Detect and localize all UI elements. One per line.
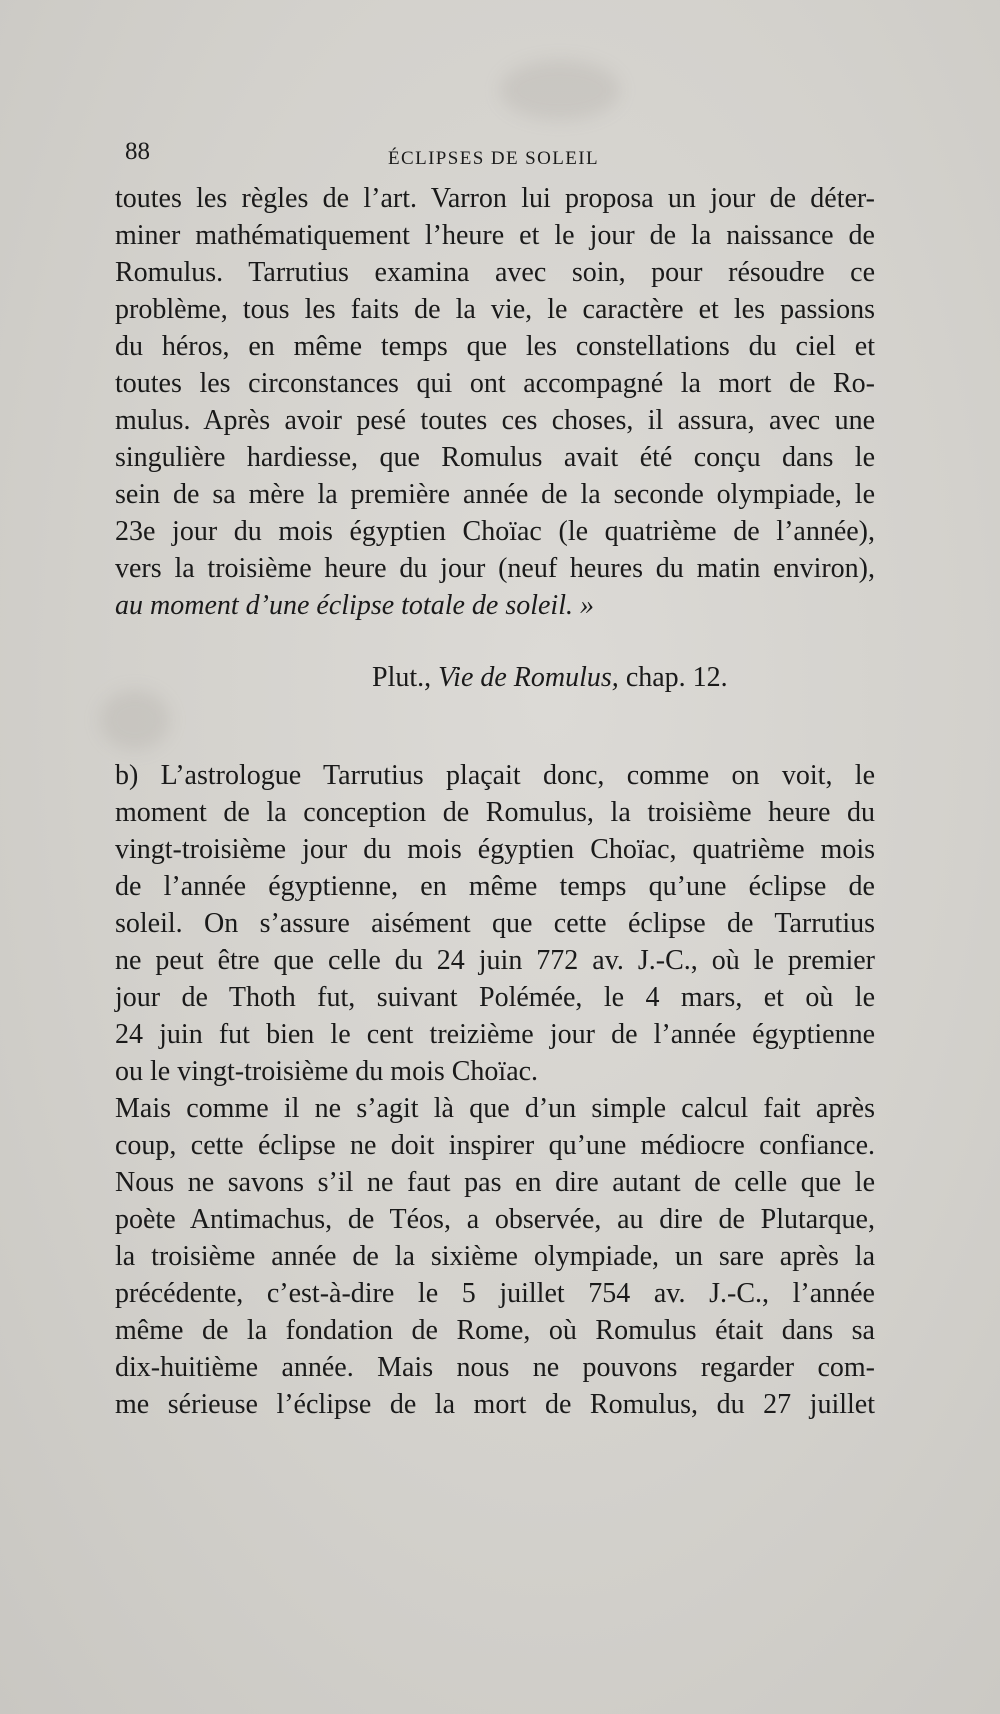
paper-stain [100, 690, 170, 750]
text-line: jour de Thoth fut, suivant Polémée, le 4 mars, et où le [115, 982, 875, 1013]
citation-title: Vie de Romulus, [438, 662, 619, 693]
text-line: 24 juin fut bien le cent treizième jour de l’année égyptienne [115, 1019, 875, 1050]
text-line: poète Antimachus, de Téos, a observée, au dire de Plutarque, [115, 1204, 875, 1235]
text-line: miner mathématiquement l’heure et le jour de la naissance de [115, 220, 875, 251]
paragraph-3 [115, 1090, 875, 1423]
text-line: 23e jour du mois égyptien Choïac (le quatrième de l’année), [115, 516, 875, 547]
text-line: Romulus. Tarrutius examina avec soin, pour résoudre ce [115, 257, 875, 288]
text-line: sein de sa mère la première année de la seconde olympiade, le [115, 479, 875, 510]
text-line: mulus. Après avoir pesé toutes ces choses, il assura, avec une [115, 405, 875, 436]
paragraph-1 [115, 180, 875, 624]
text-line: vers la troisième heure du jour (neuf heures du matin environ), [115, 553, 875, 584]
text-line: au moment d’une éclipse totale de soleil. » [115, 590, 594, 621]
text-line: toutes les règles de l’art. Varron lui proposa un jour de déter- [115, 183, 875, 214]
page-number: 88 [125, 138, 150, 165]
text-line: Mais comme il ne s’agit là que d’un simple calcul fait après [115, 1093, 875, 1124]
text-line: vingt-troisième jour du mois égyptien Choïac, quatrième mois [115, 834, 875, 865]
text-line: ne peut être que celle du 24 juin 772 av. J.-C., où le premier [115, 945, 875, 976]
running-title: ÉCLIPSES DE SOLEIL [388, 148, 599, 169]
citation [372, 662, 728, 694]
text-line: dix-huitième année. Mais nous ne pouvons regarder com- [115, 1352, 875, 1383]
paper-stain [500, 60, 620, 120]
text-line: même de la fondation de Rome, où Romulus était dans sa [115, 1315, 875, 1346]
text-line: toutes les circonstances qui ont accompagné la mort de Ro- [115, 368, 875, 399]
citation-suffix: chap. 12. [618, 662, 728, 693]
text-line: me sérieuse l’éclipse de la mort de Romulus, du 27 juillet [115, 1389, 875, 1420]
citation-prefix: Plut., [372, 662, 439, 693]
text-line: précédente, c’est-à-dire le 5 juillet 754 av. J.-C., l’année [115, 1278, 875, 1309]
text-line: moment de la conception de Romulus, la troisième heure du [115, 797, 875, 828]
text-line: coup, cette éclipse ne doit inspirer qu’une médiocre confiance. [115, 1130, 875, 1161]
text-line: ou le vingt-troisième du mois Choïac. [115, 1056, 539, 1087]
text-line: de l’année égyptienne, en même temps qu’une éclipse de [115, 871, 875, 902]
text-line: la troisième année de la sixième olympiade, un sare après la [115, 1241, 875, 1272]
paragraph-2 [115, 757, 875, 1090]
text-line: du héros, en même temps que les constellations du ciel et [115, 331, 875, 362]
text-line: soleil. On s’assure aisément que cette éclipse de Tarrutius [115, 908, 875, 939]
text-line: problème, tous les faits de la vie, le caractère et les passions [115, 294, 875, 325]
text-line: b) L’astrologue Tarrutius plaçait donc, comme on voit, le [115, 760, 875, 791]
page-header [120, 130, 880, 170]
text-line: Nous ne savons s’il ne faut pas en dire autant de celle que le [115, 1167, 875, 1198]
text-line: singulière hardiesse, que Romulus avait été conçu dans le [115, 442, 875, 473]
